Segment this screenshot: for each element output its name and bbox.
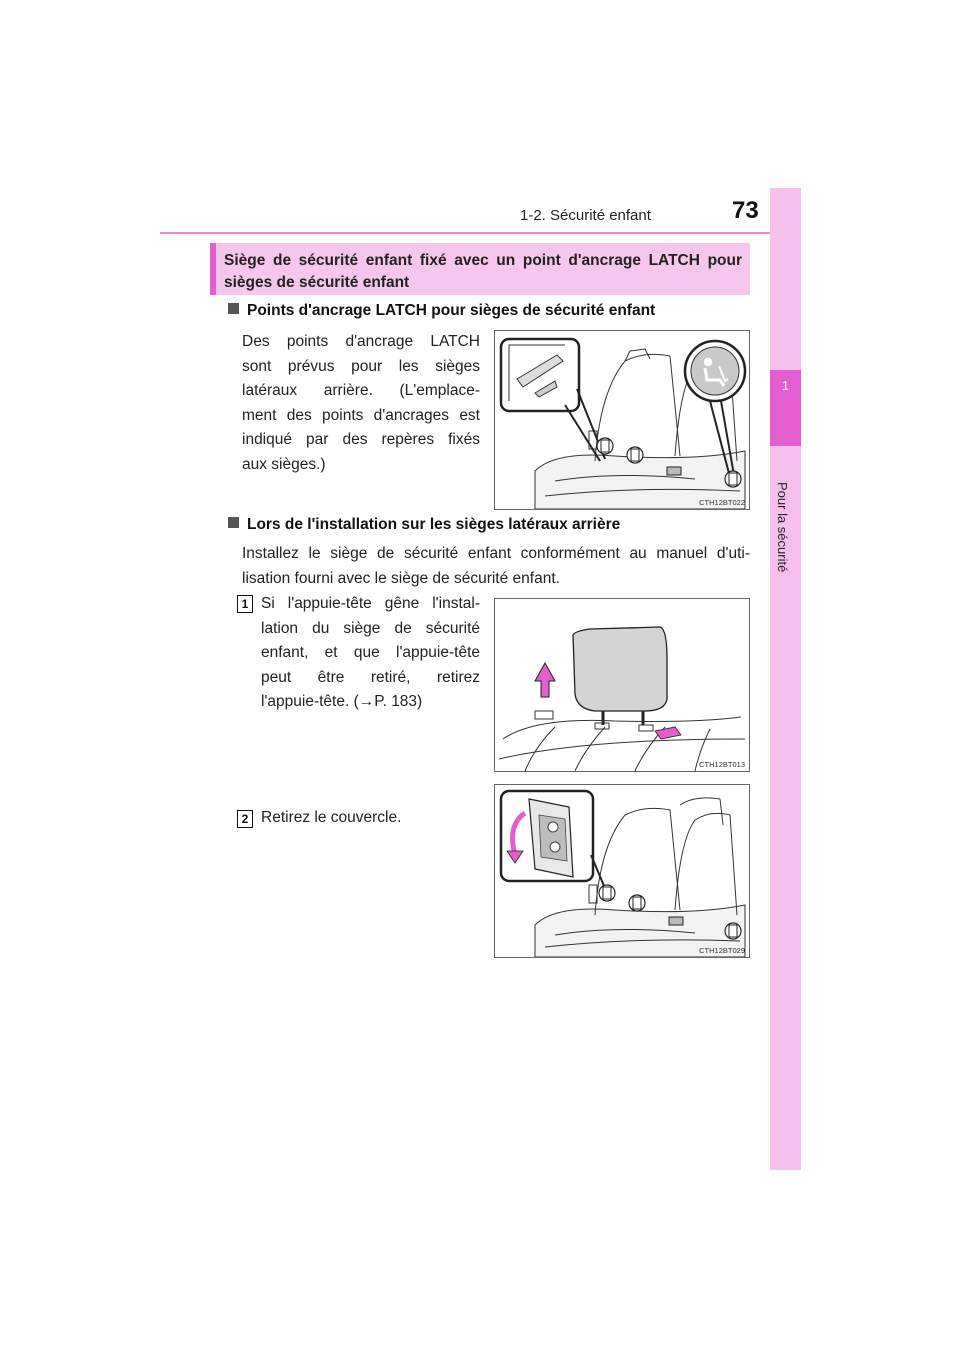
- chapter-label: Pour la sécurité: [775, 482, 790, 573]
- text-line: Si l'appuie-tête gêne l'instal-: [261, 595, 480, 612]
- text-line: lisation fourni avec le siège de sécurité enfant.: [242, 569, 560, 587]
- text-line: ment des points d'ancrages est: [242, 406, 480, 424]
- step-number-1: 1: [237, 595, 253, 613]
- subheading-installation: [228, 516, 620, 534]
- headrest-removal-illustration: [495, 599, 750, 772]
- figure-headrest-removal: [494, 598, 750, 772]
- text-line: aux sièges.): [242, 455, 326, 473]
- section-title: Siège de sécurité enfant fixé avec un point d'ancrage LATCH pour sièges de sécurité enfant: [224, 252, 742, 291]
- square-bullet-icon: [228, 303, 239, 314]
- step-number-2: 2: [237, 810, 253, 828]
- text-line: peut être retiré, retirez: [261, 668, 480, 686]
- cover-removal-illustration: [495, 785, 750, 958]
- text-line: latéraux arrière. (L'emplace-: [242, 382, 480, 399]
- latch-description: [242, 330, 480, 477]
- subheading-latch-points: [228, 302, 655, 320]
- text-line: l'appuie-tête. (→P. 183): [261, 693, 423, 710]
- subheading-text: Lors de l'installation sur les sièges latéraux arrière: [247, 516, 621, 533]
- running-head: 1-2. Sécurité enfant: [520, 207, 651, 224]
- installation-intro: [242, 542, 750, 591]
- chapter-side-tab: [770, 188, 801, 1170]
- chapter-number: 1: [781, 378, 790, 393]
- header-rule: [160, 232, 800, 234]
- step-1-text: [261, 592, 480, 715]
- figure-cover-removal: [494, 784, 750, 958]
- rear-seat-latch-illustration: [495, 331, 750, 510]
- figure-code: CTH12BT022: [699, 498, 745, 507]
- text-line: Installez le siège de sécurité enfant conformément au manuel d'uti-: [242, 545, 750, 562]
- figure-code: CTH12BT029: [699, 946, 745, 955]
- text-line: Des points d'ancrage LATCH: [242, 333, 480, 350]
- figure-latch-anchors: [494, 330, 750, 510]
- step-2-text: Retirez le couvercle.: [261, 809, 402, 826]
- text-line: sont prévus pour les sièges: [242, 357, 480, 375]
- page-number: 73: [732, 197, 759, 224]
- text-line: indiqué par des repères fixés: [242, 431, 480, 448]
- square-bullet-icon: [228, 517, 239, 528]
- text-line: lation du siège de sécurité: [261, 619, 480, 637]
- text-line: enfant, et que l'appuie-tête: [261, 644, 480, 661]
- figure-code: CTH12BT013: [699, 760, 745, 769]
- subheading-text: Points d'ancrage LATCH pour sièges de sécurité enfant: [247, 302, 656, 319]
